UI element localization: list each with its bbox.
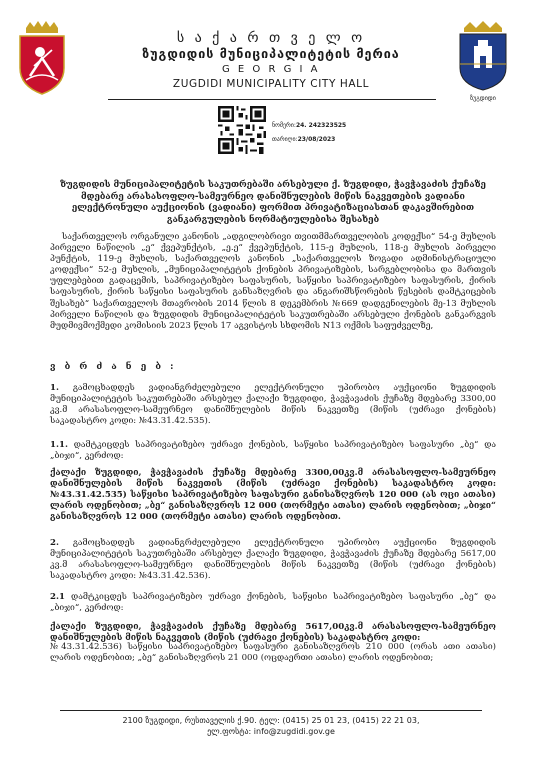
registration-number: ნომერი:24. 242323525	[272, 122, 347, 129]
header-country-georgian: ს ა ქ ა რ თ ვ ე ლ ო	[176, 30, 366, 46]
item-2: 2. გამოცხადდეს ვადიანგრძელებული ელექტრონული უპირობო აუქციონი ზუგდიდის მუნიციპალიტეტის საკუთრებაში არსებულ ქალაქი ზუგდიდი, ჭავჭავაძის ქუჩაზე მდებარე 5617,00 კვ.მ არასასოფლო-სამეურნეო დანიშნულების მიწის ნაკვეთზე (მიწის (უძრავი ქონების) საკადასტრო კოდი: №43.31.42.536).	[50, 538, 497, 582]
georgia-coat-of-arms-icon	[12, 20, 72, 100]
qr-code-icon	[218, 106, 266, 154]
footer-email: ელ.ფოსტა: info@zugdidi.gov.ge	[207, 727, 335, 736]
footer-address: 2100 ზუგდიდი, რუსთაველის ქ.90. ტელ: (0415) 25 01 23, (0415) 22 21 03,	[122, 716, 420, 725]
item-1-1-detail: ქალაქი ზუგდიდი, ჭავჭავაძის ქუჩაზე მდებარე 3300,00კვ.მ არასასოფლო-სამეურნეო დანიშნულების მიწის ნაკვეთის (მიწის (უძრავი ქონების) საკადასტრო კოდი: №43.31.42.535) საწყისი საპრივატიზებო საფასური განისაზღვროს 120 000 (ას ოცი ათასი) ლარის ოდენობით; „ბე“ განისაზღვროს 12 000 (თორმეტი ათასი) ლარის ოდენობით; „ბიჯი“ განისაზღვროს 12 000 (თორმეტი ათასი) ლარის ოდენობით.	[50, 468, 496, 523]
header-country-english: G E O R G I A	[222, 64, 320, 75]
footer-divider	[60, 710, 482, 711]
document-title: ზუგდიდის მუნიციპალიტეტის საკუთრებაში არსებული ქ. ზუგდიდი, ჭავჭავაძის ქუჩაზე მდებარე არასასოფლო-სამეურნეო დანიშნულების მიწის ნაკვეთების ვადიანი ელექტრონული აუქციონის (ვადიანი) ფორმით პრივატიზაციასთან დაკავშირებით განკარგულების ნორმატიულებისა შესახებ	[60, 180, 486, 225]
item-2-1-detail: №43.31.42.536) საწყისი საპრივატიზებო საფასური განისაზღვროს 210 000 (ორას ათი ათასი) ლარის ოდენობით; „ბე“ განისაზღვროს 21 000 (ოცდაერთი ათასი) ლარის ოდენობით;	[50, 642, 496, 664]
header-divider	[108, 99, 436, 100]
header-municipality-georgian: ზუგდიდის მუნიციპალიტეტის მერია	[142, 46, 400, 61]
zugdidi-emblem-icon	[452, 20, 514, 102]
emblem-caption: ზუგდიდი	[470, 95, 496, 102]
preamble-paragraph: საქართველოს ორგანული კანონის „ადგილობრივი თვითმმართველობის კოდექსი“ 54-ე მუხლის პირველი ნაწილის „ე“ ქვეპუნქტის, „ე.ე“ ქვეპუნქტის, 115-ე მუხლის, 118-ე მუხლის პირველი პუნქტის, 119-ე მუხლის, საქართველოს კანონის „საქართველოს ზოგადი ადმინისტრაციული კოდექსი“ 52-ე მუხლის, „მუნიციპალიტეტის ქონების პრივატიზების, სარგებლობისა და მართვის უფლებებით გადაცემის, საპრივატიზებო საფასურის, საწყისი საპრივატიზებო საფასურის, ქირის საფასურის, ქირის საწყისი საფასურის განსაზღვრის და ანგარიშსწორების წესების დამტკიცების შესახებ“ საქართველოს მთავრობის 2014 წლის 8 დეკემბრის №669 დადგენილების მე-13 მუხლის პირველი ნაწილის და ზუგდიდის მუნიციპალიტეტის საკუთრებაში არსებული ქონების განკარგვის მუდმივმოქმედი კომისიის 2023 წლის 17 აგვისტოს სხდომის N13 ოქმის საფუძველზე,	[50, 232, 496, 331]
item-2-1-detail-bold: ქალაქი ზუგდიდი, ჭავჭავაძის ქუჩაზე მდებარე 5617,00კვ.მ არასასოფლო-სამეურნეო დანიშნულების მიწის ნაკვეთის (მიწის (უძრავი ქონების) საკადასტრო კოდი:	[50, 622, 496, 644]
item-1: 1. გამოცხადდეს ვადიანგრძელებული ელექტრონული უპირობო აუქციონი ზუგდიდის მუნიციპალიტეტის საკუთრებაში არსებულ ქალაქი ზუგდიდი, ჭავჭავაძის ქუჩაზე მდებარე 3300,00 კვ.მ არასასოფლო-სამეურნეო დანიშნულების მიწის ნაკვეთზე (მიწის (უძრავი ქონების) საკადასტრო კოდი: №43.31.42.535).	[50, 383, 497, 427]
registration-date: თარიღი:23/08/2023	[272, 136, 336, 143]
item-2-1: 2.1 დამტკიცდეს საპრივატიზებო უძრავი ქონების, საწყისი საპრივატიზებო საფასური „ბე“ და „ბიჯი“, კერძოდ:	[50, 592, 496, 614]
header-municipality-english: ZUGDIDI MUNICIPALITY CITY HALL	[172, 78, 370, 90]
decree-heading: ვ ბ რ ძ ა ნ ე ბ :	[50, 362, 177, 372]
item-1-1: 1.1. დამტკიცდეს საპრივატიზებო უძრავი ქონების, საწყისი საპრივატიზებო საფასური „ბე“ და „ბიჯი“, კერძოდ:	[50, 440, 497, 462]
